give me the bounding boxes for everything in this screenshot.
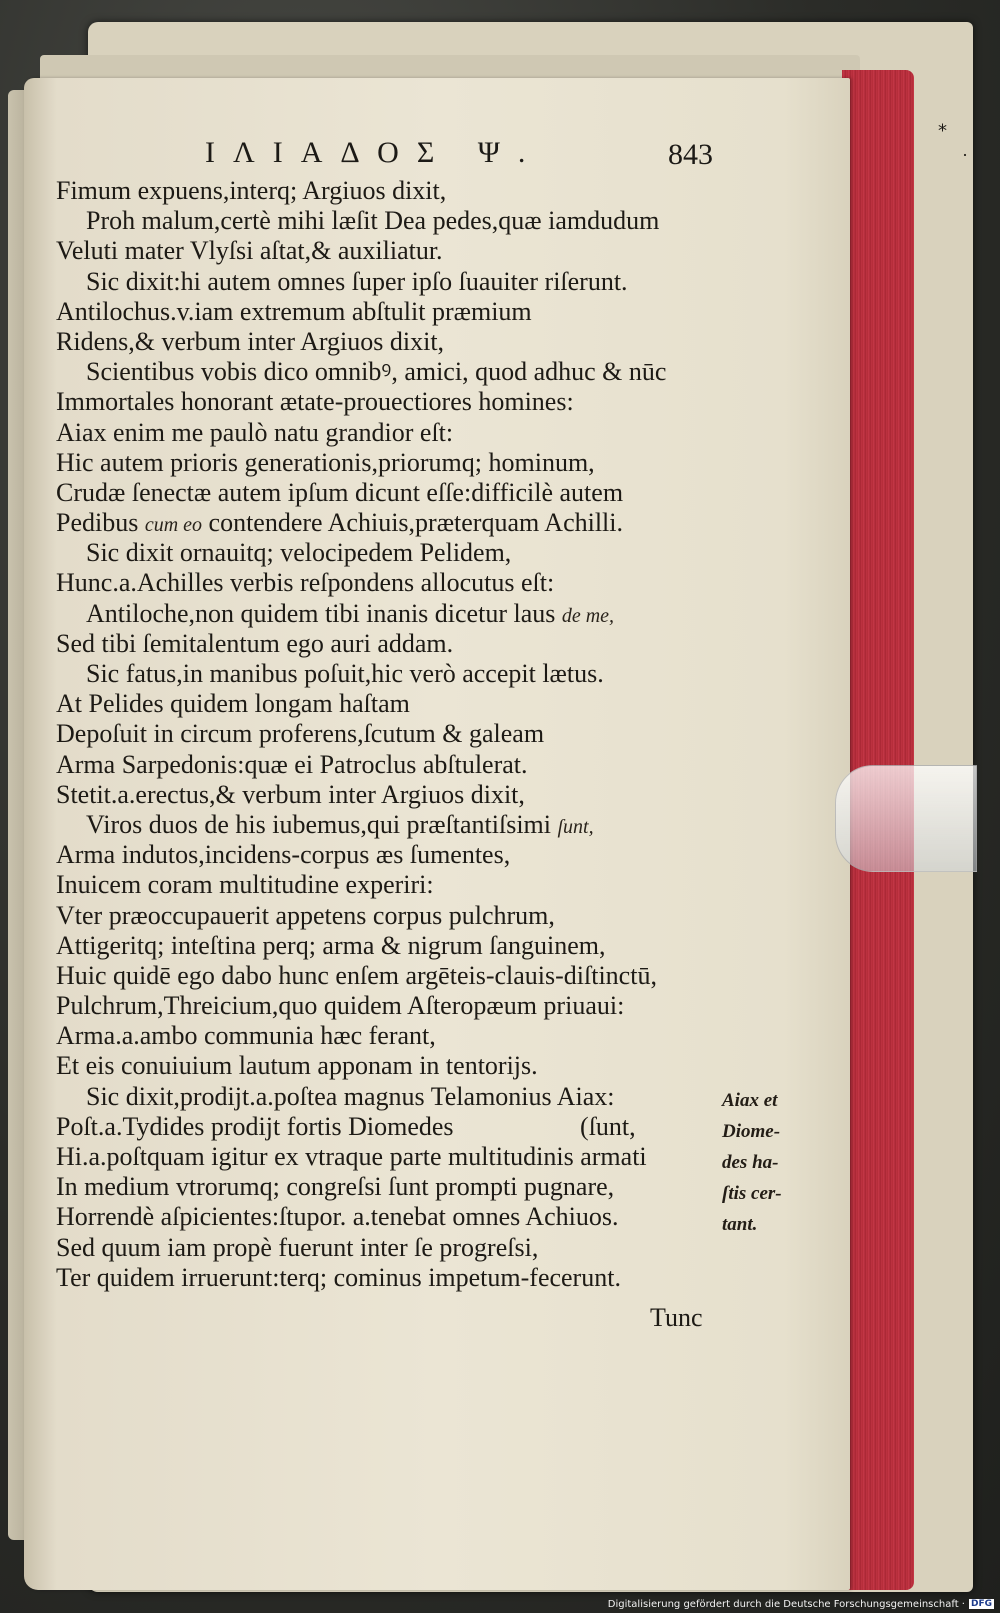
text-line: Sic dixit,prodijt.a.poſtea magnus Telamonius Aiax: xyxy=(86,1081,615,1111)
text-line: Arma.a.ambo communia hæc ferant, xyxy=(56,1021,436,1051)
text-line: In medium vtrorumq; congreſsi ſunt prompti pugnare, xyxy=(56,1172,615,1202)
text-line: Pulchrum,Threicium,quo quidem Aſteropæum priuaui: xyxy=(56,991,625,1021)
text-line: Arma Sarpedonis:quæ ei Patroclus abſtulerat. xyxy=(56,749,528,779)
text-line: Antilochus.v.iam extremum abſtulit præmium xyxy=(56,296,532,326)
marginal-line: Aiax et xyxy=(722,1090,778,1111)
text-line: Huic quidē ego dabo hunc enſem argēteis-clauis-diſtinctū, xyxy=(56,960,657,990)
text-line: At Pelides quidem longam haſtam xyxy=(56,689,410,719)
clear-bookmark-tab xyxy=(835,765,977,872)
page-number: 843 xyxy=(668,138,713,171)
text-line: Stetit.a.erectus,& verbum inter Argiuos dixit, xyxy=(56,779,525,809)
text-line xyxy=(56,810,756,840)
ink-mark: · xyxy=(962,145,968,165)
text-line: Depoſuit in circum proferens,ſcutum & galeam xyxy=(56,719,545,749)
text-line: Sic fatus,in manibus poſuit,hic verò accepit lætus. xyxy=(86,659,604,688)
text-line: Sed quum iam propè fuerunt inter ſe progreſsi, xyxy=(56,1232,539,1262)
ink-mark: ⁎ xyxy=(938,115,947,135)
text-line: Arma indutos,incidens-corpus æs ſumentes, xyxy=(56,840,511,870)
footer-credit xyxy=(608,1597,994,1611)
text-line: Immortales honorant ætate-prouectiores homines: xyxy=(56,387,574,417)
text-line xyxy=(56,599,756,629)
text-line: Aiax enim me paulò natu grandior eſt: xyxy=(56,417,454,447)
marginal-note xyxy=(722,1085,832,1240)
catchword: Tunc xyxy=(650,1303,703,1332)
text-line: Inuicem coram multitudine experiri: xyxy=(56,870,434,900)
text-line: Ridens,& verbum inter Argiuos dixit, xyxy=(56,326,445,356)
text-line: Attigeritq; inteſtina perq; arma & nigrum ſanguinem, xyxy=(56,930,606,960)
text-line xyxy=(56,508,756,538)
text-line: Scientibus vobis dico omnibꝰ, amici, quod adhuc & nūc xyxy=(86,357,667,387)
text-fragment: Antiloche,non quidem tibi inanis dicetur laus xyxy=(86,598,556,628)
text-fragment: Poſt.a.Tydides prodijt fortis Diomedes xyxy=(56,1111,454,1141)
text-line: Crudæ ſenectæ autem ipſum dicunt eſſe:difficilè autem xyxy=(56,477,624,507)
text-line: Vter præoccupauerit appetens corpus pulchrum, xyxy=(56,900,555,930)
handwritten-insert: de me, xyxy=(561,604,615,627)
text-line: Sed tibi ſemitalentum ego auri addam. xyxy=(56,628,454,658)
marginal-line: Diome- xyxy=(722,1121,781,1142)
text-fragment: Pedibus xyxy=(56,508,139,538)
text-line: Fimum expuens,interq; Argiuos dixit, xyxy=(56,176,447,205)
text-line: Ter quidem irruerunt:terq; cominus impetum-fecerunt. xyxy=(56,1262,621,1292)
text-fragment: contendere Achiuis,præterquam Achilli. xyxy=(208,508,623,538)
text-line: Proh malum,certè mihi læſit Dea pedes,quæ iamdudum xyxy=(86,206,660,236)
text-line: Veluti mater Vlyſsi aſtat,& auxiliatur. xyxy=(56,236,443,266)
text-line: Et eis conuiuium lautum apponam in tentorijs. xyxy=(56,1051,538,1081)
text-line: Horrendè aſpicientes:ſtupor. a.tenebat omnes Achiuos. xyxy=(56,1202,619,1232)
dfg-logo: DFG xyxy=(970,1599,992,1609)
handwritten-insert: ſunt, xyxy=(557,815,594,838)
text-line: Sic dixit:hi autem omnes ſuper ipſo ſuauiter riſerunt. xyxy=(86,266,628,296)
marginal-line: tant. xyxy=(722,1214,758,1235)
footer-text: Digitalisierung gefördert durch die Deutsche Forschungsgemeinschaft · xyxy=(607,1598,965,1610)
handwritten-insert: cum eo xyxy=(144,514,203,537)
text-line: Hi.a.poſtquam igitur ex vtraque parte multitudinis armati xyxy=(56,1142,647,1171)
main-text xyxy=(56,176,756,1293)
text-fragment: Viros duos de his iubemus,qui præſtantiſsimi xyxy=(86,809,551,839)
text-line xyxy=(56,1112,756,1142)
marginal-line: des ha- xyxy=(722,1152,779,1173)
text-line: Hic autem prioris generationis,priorumq; hominum, xyxy=(56,447,595,477)
text-fragment: (ſunt, xyxy=(580,1111,636,1141)
text-line: Hunc.a.Achilles verbis reſpondens allocutus eſt: xyxy=(56,568,555,598)
text-line: Sic dixit ornauitq; velocipedem Pelidem, xyxy=(86,538,512,568)
marginal-line: ſtis cer- xyxy=(722,1183,782,1204)
running-header: ΙΛΙΑΔΟΣ Ψ. xyxy=(205,136,544,169)
